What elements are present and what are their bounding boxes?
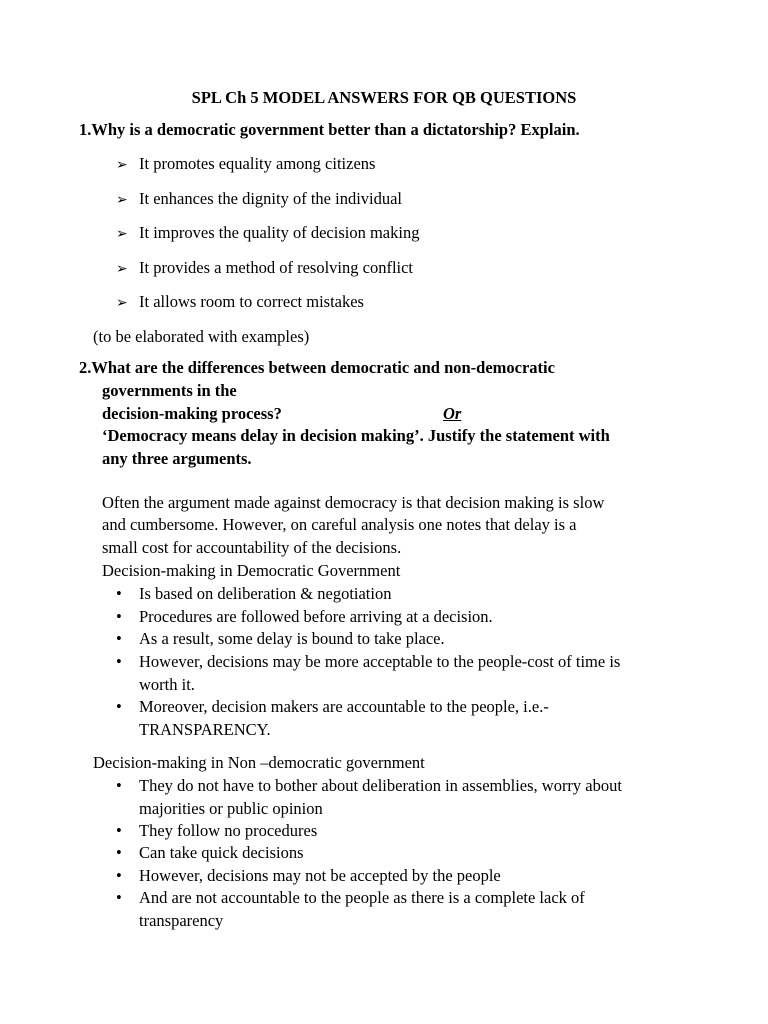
intro-line-1: Often the argument made against democracy is that decision making is slow <box>102 493 605 512</box>
arrow-bullet-icon: ➢ <box>116 227 128 242</box>
list-item: ➢ It improves the quality of decision making <box>116 223 420 242</box>
question-2-heading-line2: governments in the <box>102 381 237 400</box>
bullet-icon: • <box>116 821 122 840</box>
or-label: Or <box>443 404 462 423</box>
arrow-bullet-icon: ➢ <box>116 158 128 173</box>
list-item: • As a result, some delay is bound to take place. <box>116 628 639 651</box>
bullet-icon: • <box>116 866 122 885</box>
arrow-bullet-icon: ➢ <box>116 296 128 311</box>
bullet-icon: • <box>116 697 122 716</box>
list-item: ➢ It provides a method of resolving conflict <box>116 258 414 277</box>
question-2-heading-line4: ‘Democracy means delay in decision making’. Justify the statement with <box>102 426 610 445</box>
nondemocratic-section-heading: Decision-making in Non –democratic government <box>93 753 425 772</box>
list-item: • And are not accountable to the people as there is a complete lack of transparency <box>116 888 585 930</box>
question-2-heading-line1: 2.What are the differences between democratic and non-democratic <box>79 358 555 377</box>
bullet-icon: • <box>116 584 122 603</box>
list-item: ➢ It promotes equality among citizens <box>116 154 376 173</box>
bullet-icon: • <box>116 607 122 626</box>
arrow-bullet-icon: ➢ <box>116 193 128 208</box>
list-item: • They do not have to bother about deliberation in assemblies, worry about majorities or public opinion <box>116 776 622 818</box>
list-item: • However, decisions may be more acceptable to the people-cost of time is worth it. <box>116 652 621 694</box>
bullet-icon: • <box>116 888 122 907</box>
list-item: • They follow no procedures <box>116 820 639 843</box>
list-item: • Is based on deliberation & negotiation <box>116 583 639 606</box>
list-item: • However, decisions may not be accepted by the people <box>116 865 639 888</box>
question-1-heading: 1.Why is a democratic government better than a dictatorship? Explain. <box>79 120 580 139</box>
list-item: • Procedures are followed before arriving at a decision. <box>116 606 639 629</box>
question-2-heading-line5: any three arguments. <box>102 449 252 468</box>
bullet-icon: • <box>116 843 122 862</box>
question-2-heading-line3: decision-making process? <box>102 404 282 423</box>
bullet-icon: • <box>116 776 122 795</box>
democratic-section-heading: Decision-making in Democratic Government <box>102 561 401 580</box>
question-1-note: (to be elaborated with examples) <box>93 327 310 346</box>
document-title: SPL Ch 5 MODEL ANSWERS FOR QB QUESTIONS <box>191 88 577 107</box>
list-item: • Can take quick decisions <box>116 842 639 865</box>
arrow-bullet-icon: ➢ <box>116 262 128 277</box>
list-item: ➢ It allows room to correct mistakes <box>116 292 364 311</box>
intro-line-2: and cumbersome. However, on careful analysis one notes that delay is a <box>102 515 577 534</box>
bullet-icon: • <box>116 629 122 648</box>
intro-line-3: small cost for accountability of the decisions. <box>102 538 402 557</box>
list-item: ➢ It enhances the dignity of the individual <box>116 189 403 208</box>
bullet-icon: • <box>116 652 122 671</box>
list-item: • Moreover, decision makers are accountable to the people, i.e.- TRANSPARENCY. <box>116 697 549 739</box>
